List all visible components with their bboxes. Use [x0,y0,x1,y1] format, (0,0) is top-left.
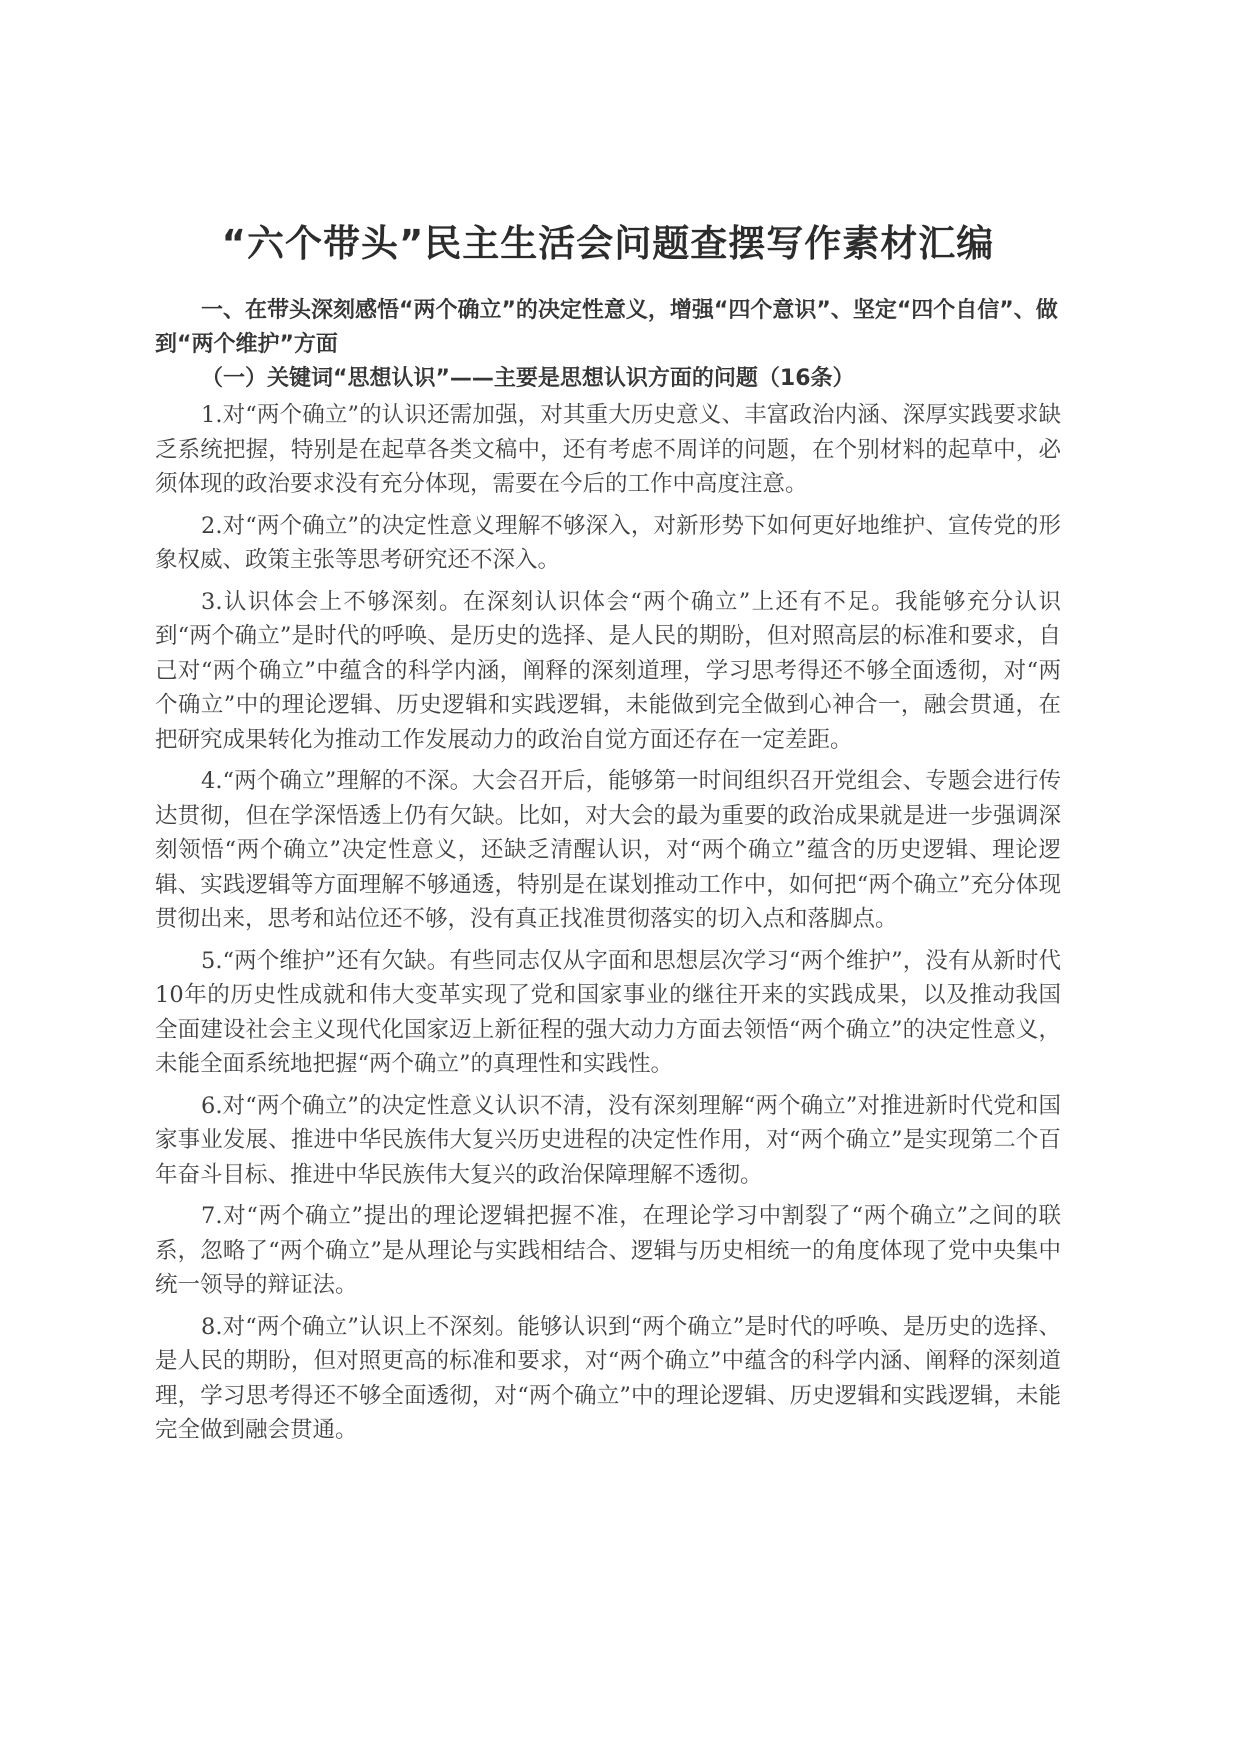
list-item-4: 4.“两个确立”理解的不深。大会召开后，能够第一时间组织召开党组会、专题会进行传达贯彻，但在学深悟透上仍有欠缺。比如，对大会的最为重要的政治成果就是进一步强调深刻领悟“两个确立”决定性意义，还缺乏清醒认识，对“两个确立”蕴含的历史逻辑、理论逻辑、实践逻辑等方面理解不够通透，特别是在谋划推动工作中，如何把“两个确立”充分体现贯彻出来，思考和站位还不够，没有真正找准贯彻落实的切入点和落脚点。 [155,768,1061,932]
subsection-heading: （一）关键词“思想认识”——主要是思想认识方面的问题（16条） [201,366,855,391]
list-item-3: 3.认识体会上不够深刻。在深刻认识体会“两个确立”上还有不足。我能够充分认识到“两个确立”是时代的呼唤、是历史的选择、是人民的期盼，但对照高层的标准和要求，自己对“两个确立”中蕴含的科学内涵，阐释的深刻道理，学习思考得还不够全面透彻，对“两个确立”中的理论逻辑、历史逻辑和实践逻辑，未能做到完全做到心神合一，融会贯通，在把研究成果转化为推动工作发展动力的政治自觉方面还存在一定差距。 [155,588,1061,753]
list-item-8: 8.对“两个确立”认识上不深刻。能够认识到“两个确立”是时代的呼唤、是历史的选择、是人民的期盼，但对照更高的标准和要求，对“两个确立”中蕴含的科学内涵、阐释的深刻道理，学习思考得还不够全面透彻，对“两个确立”中的理论逻辑、历史逻辑和实践逻辑，未能完全做到融会贯通。 [155,1313,1061,1443]
document-title: “六个带头”民主生活会问题查摆写作素材汇编 [221,222,995,265]
list-item-2: 2.对“两个确立”的决定性意义理解不够深入，对新形势下如何更好地维护、宣传党的形象权威、政策主张等思考研究还不深入。 [155,512,1061,573]
list-item-1: 1.对“两个确立”的认识还需加强，对其重大历史意义、丰富政治内涵、深厚实践要求缺乏系统把握，特别是在起草各类文稿中，还有考虑不周详的问题，在个别材料的起草中，必须体现的政治要求没有充分体现，需要在今后的工作中高度注意。 [155,402,1061,497]
section-heading: 一、在带头深刻感悟“两个确立”的决定性意义，增强“四个意识”、坚定“四个自信”、做到“两个维护”方面 [155,298,1058,357]
list-item-5: 5.“两个维护”还有欠缺。有些同志仅从字面和思想层次学习“两个维护”，没有从新时代10年的历史性成就和伟大变革实现了党和国家事业的继往开来的实践成果，以及推动我国全面建设社会主义现代化国家迈上新征程的强大动力方面去领悟“两个确立”的决定性意义，未能全面系统地把握“两个确立”的真理性和实践性。 [155,947,1061,1077]
document-content [155,218,1061,1455]
list-item-7: 7.对“两个确立”提出的理论逻辑把握不准，在理论学习中割裂了“两个确立”之间的联系，忽略了“两个确立”是从理论与实践相结合、逻辑与历史相统一的角度体现了党中央集中统一领导的辩证法。 [155,1203,1061,1298]
list-item-6: 6.对“两个确立”的决定性意义认识不清，没有深刻理解“两个确立”对推进新时代党和国家事业发展、推进中华民族伟大复兴历史进程的决定性作用，对“两个确立”是实现第二个百年奋斗目标、推进中华民族伟大复兴的政治保障理解不透彻。 [155,1092,1061,1188]
